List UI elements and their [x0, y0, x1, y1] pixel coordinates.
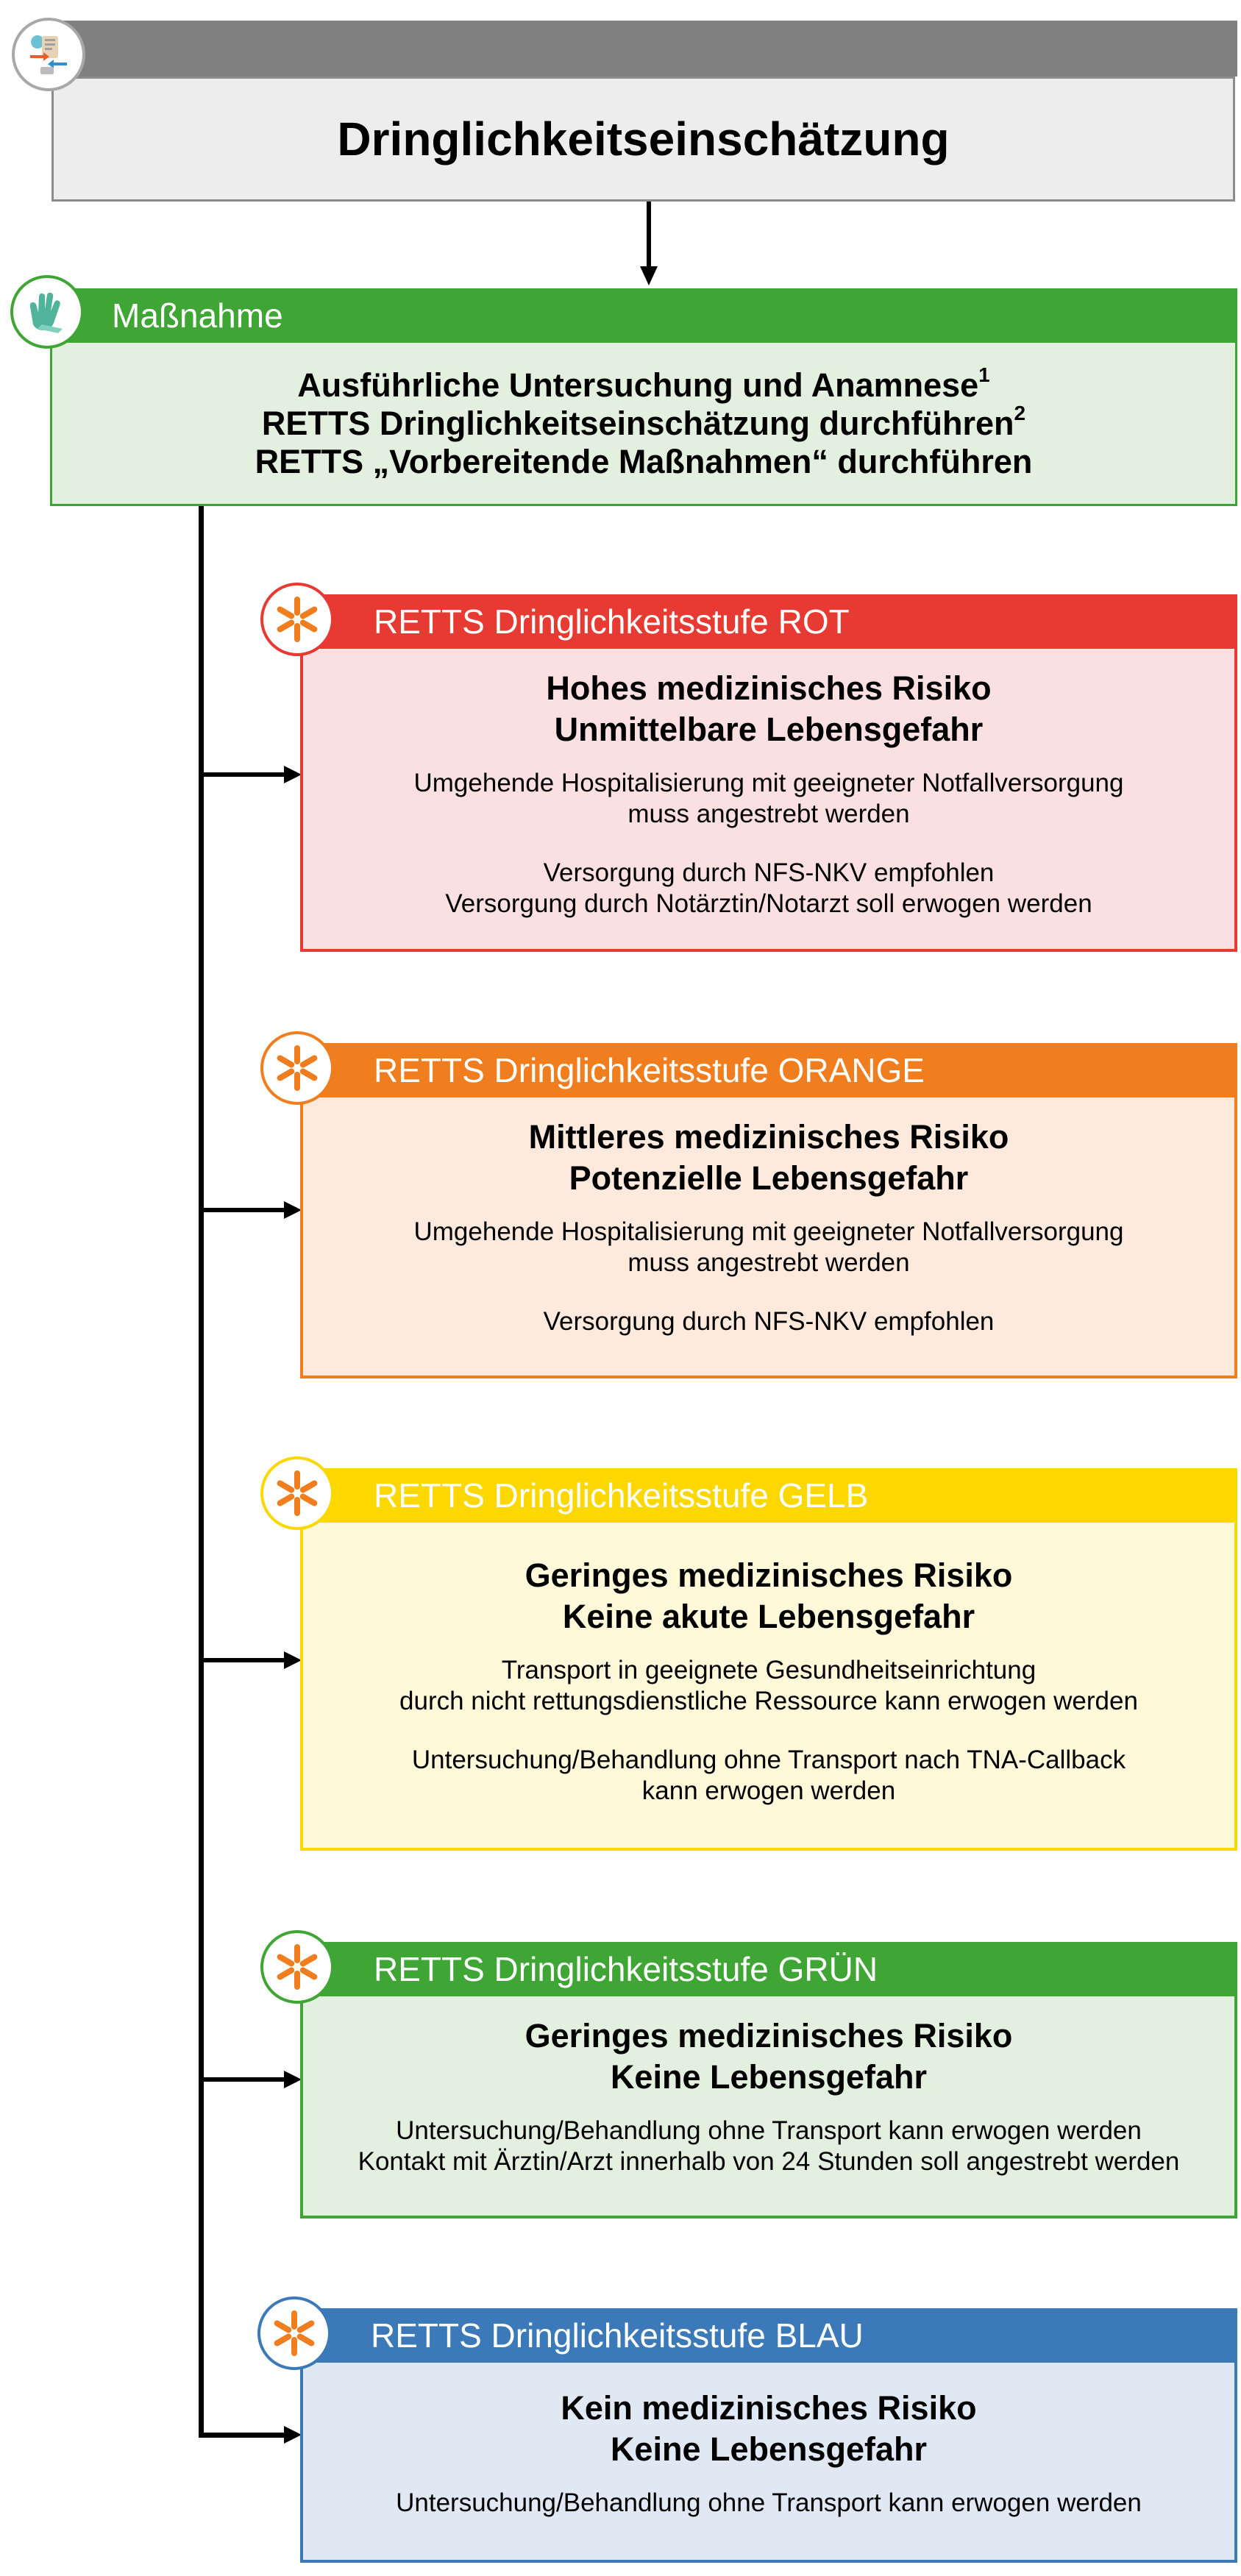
level-orange-box [300, 1097, 1237, 1378]
level-orange-badge [260, 1031, 334, 1105]
measure-line-1: Ausführliche Untersuchung und Anamnese$^1$ [297, 363, 990, 404]
level-gelb-badge [260, 1456, 334, 1530]
level-gruen-text-1: Untersuchung/Behandlung ohne Transport kann erwogen werden [396, 2116, 1142, 2145]
level-gruen-heading-1: Geringes medizinisches Risiko [525, 2017, 1013, 2054]
level-gelb-heading-1: Geringes medizinisches Risiko [525, 1556, 1013, 1594]
arrowhead-rot [284, 766, 302, 783]
level-blau-badge [257, 2296, 331, 2370]
arrowhead-gruen [284, 2071, 302, 2088]
measure-badge [10, 275, 84, 349]
level-rot-heading-2: Unmittelbare Lebensgefahr [554, 711, 984, 748]
header-title: Dringlichkeitseinschätzung [337, 113, 950, 166]
level-orange-text-1: Umgehende Hospitalisierung mit geeigneter Notfallversorgung [413, 1217, 1124, 1246]
asterisk-icon [273, 1943, 321, 1991]
level-blau-text-1: Untersuchung/Behandlung ohne Transport kann erwogen werden [396, 2488, 1142, 2517]
asterisk-icon [270, 2309, 319, 2358]
level-rot-text-2: muss angestrebt werden [627, 800, 910, 828]
asterisk-icon [273, 595, 321, 644]
branch-orange [199, 1208, 285, 1212]
level-rot-box [300, 649, 1237, 952]
gloves-icon [21, 286, 73, 338]
level-gruen-heading-2: Keine Lebensgefahr [610, 2058, 928, 2096]
measure-line-2: RETTS Dringlichkeitseinschätzung durchführen$^2$ [261, 401, 1026, 442]
level-gruen-text-2: Kontakt mit Ärztin/Arzt innerhalb von 24 Stunden soll angestrebt werden [358, 2147, 1180, 2176]
level-blau-heading-1: Kein medizinisches Risiko [561, 2389, 977, 2427]
level-gelb-text-2: durch nicht rettungsdienstliche Ressource kann erwogen werden [399, 1687, 1138, 1715]
branch-rot [199, 772, 285, 777]
arrowhead-blau [284, 2426, 302, 2444]
level-gelb-text-4: kann erwogen werden [641, 1776, 896, 1805]
level-gruen-badge [260, 1930, 334, 2004]
level-rot-badge [260, 583, 334, 656]
measure-line-3: RETTS „Vorbereitende Maßnahmen“ durchführen [255, 442, 1033, 480]
level-orange-heading-1: Mittleres medizinisches Risiko [528, 1118, 1009, 1156]
level-rot-text-1: Umgehende Hospitalisierung mit geeigneter Notfallversorgung [413, 769, 1124, 797]
level-blau-label: RETTS Dringlichkeitsstufe BLAU [371, 2316, 864, 2355]
header-box [51, 77, 1235, 202]
measure-box [50, 343, 1237, 506]
level-rot-text-3: Versorgung durch NFS-NKV empfohlen [543, 858, 995, 887]
assessment-icon [20, 26, 77, 83]
arrowhead-gelb [284, 1651, 302, 1669]
level-gruen-box [300, 1996, 1237, 2219]
level-gelb-text-1: Transport in geeignete Gesundheitseinrichtung [501, 1656, 1036, 1684]
asterisk-icon [273, 1469, 321, 1518]
level-orange-text-3: Versorgung durch NFS-NKV empfohlen [543, 1307, 995, 1336]
level-gelb-label: RETTS Dringlichkeitsstufe GELB [374, 1476, 869, 1515]
asterisk-icon [273, 1044, 321, 1092]
level-gelb-text-3: Untersuchung/Behandlung ohne Transport nach TNA-Callback [411, 1746, 1126, 1774]
branch-gelb [199, 1658, 285, 1662]
level-gelb-box [300, 1523, 1237, 1851]
level-gruen-label: RETTS Dringlichkeitsstufe GRÜN [374, 1950, 878, 1988]
level-orange-text-2: muss angestrebt werden [627, 1248, 910, 1277]
level-orange-heading-2: Potenzielle Lebensgefahr [569, 1159, 969, 1197]
measure-label: Maßnahme [112, 296, 283, 335]
arrowhead-orange [284, 1201, 302, 1219]
branch-blau [199, 2433, 285, 2438]
trunk-line [199, 506, 204, 2438]
level-orange-label: RETTS Dringlichkeitsstufe ORANGE [374, 1051, 925, 1089]
header-bar [51, 21, 1237, 77]
branch-gruen [199, 2077, 285, 2082]
level-rot-text-4: Versorgung durch Notärztin/Notarzt soll erwogen werden [445, 889, 1092, 918]
level-gelb-heading-2: Keine akute Lebensgefahr [562, 1598, 975, 1635]
header-badge [12, 18, 85, 91]
level-rot-label: RETTS Dringlichkeitsstufe ROT [374, 602, 850, 641]
arrowhead-measure [640, 266, 658, 285]
level-rot-heading-1: Hohes medizinisches Risiko [546, 669, 992, 707]
connector-header-to-measure [647, 202, 651, 268]
level-blau-heading-2: Keine Lebensgefahr [610, 2430, 928, 2468]
level-blau-box [300, 2363, 1237, 2563]
